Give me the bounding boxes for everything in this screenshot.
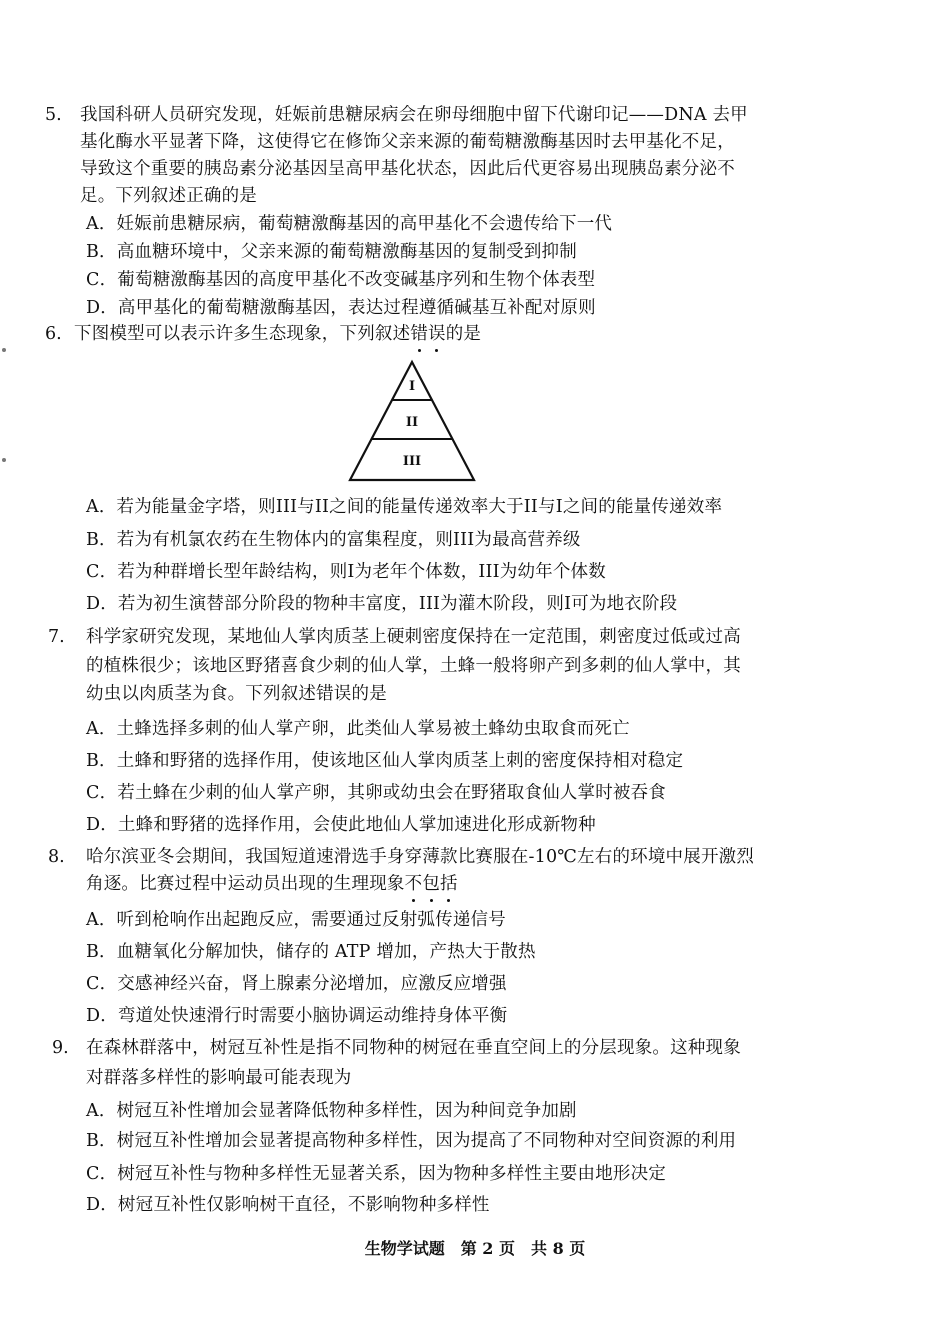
option-d: D．弯道处快速滑行时需要小脑协调运动维持身体平衡 — [86, 1006, 508, 1026]
emphasis-char: 错 — [410, 323, 428, 345]
stem-text: 的是 — [445, 324, 482, 344]
option-b: B．高血糖环境中，父亲来源的葡萄糖激酶基因的复制受到抑制 — [86, 242, 577, 262]
pyramid-level-2: II — [405, 415, 419, 430]
question-number: 9. — [52, 1038, 69, 1058]
option-c: C．交感神经兴奋，肾上腺素分泌增加，应激反应增强 — [86, 974, 507, 994]
emphasis-char: 包 — [422, 873, 440, 895]
option-b: B．土蜂和野猪的选择作用，使该地区仙人掌肉质茎上刺的密度保持相对稳定 — [86, 751, 684, 771]
stem-text: 角逐。比赛过程中运动员出现的生理现象 — [86, 874, 405, 894]
option-a: A．土蜂选择多刺的仙人掌产卵，此类仙人掌易被土蜂幼虫取食而死亡 — [86, 719, 630, 739]
question-stem-line — [74, 323, 481, 345]
question-stem-line — [86, 873, 458, 895]
option-b: B．血糖氧化分解加快，储存的 ATP 增加，产热大于散热 — [86, 942, 536, 962]
option-d: D．树冠互补性仅影响树干直径，不影响物种多样性 — [86, 1195, 490, 1215]
scan-speck — [2, 348, 6, 352]
question-stem-line: 在森林群落中，树冠互补性是指不同物种的树冠在垂直空间上的分层现象。这种现象 — [86, 1038, 741, 1058]
emphasis-char: 括 — [440, 873, 458, 895]
question-stem-line: 基化酶水平显著下降，这使得它在修饰父亲来源的葡萄糖激酶基因时去甲基化不足， — [80, 132, 735, 152]
question-stem-line: 导致这个重要的胰岛素分泌基因呈高甲基化状态，因此后代更容易出现胰岛素分泌不 — [80, 159, 735, 179]
emphasis-char: 不 — [405, 873, 423, 895]
pyramid-svg — [348, 360, 476, 482]
option-a: A．树冠互补性增加会显著降低物种多样性，因为种间竞争加剧 — [86, 1101, 577, 1121]
emphasis-char: 误 — [428, 323, 446, 345]
question-number: 6. — [45, 324, 62, 344]
page-footer: 生物学试题 第 2 页 共 8 页 — [364, 1239, 586, 1258]
option-a: A．若为能量金字塔，则III与II之间的能量传递效率大于II与I之间的能量传递效率 — [86, 497, 723, 517]
question-stem-line: 我国科研人员研究发现，妊娠前患糖尿病会在卵母细胞中留下代谢印记——DNA 去甲 — [80, 105, 748, 125]
question-stem-line: 足。下列叙述正确的是 — [80, 186, 257, 206]
question-number: 5. — [45, 105, 62, 125]
question-stem-line: 对群落多样性的影响最可能表现为 — [86, 1068, 352, 1088]
question-stem-line: 幼虫以肉质茎为食。下列叙述错误的是 — [86, 684, 387, 704]
question-stem-line: 科学家研究发现，某地仙人掌肉质茎上硬刺密度保持在一定范围，刺密度过低或过高 — [86, 627, 741, 647]
pyramid-level-1: I — [408, 379, 416, 394]
scan-speck — [2, 458, 6, 462]
pyramid-level-3: III — [402, 454, 422, 469]
question-number: 8. — [48, 847, 65, 867]
option-d: D．若为初生演替部分阶段的物种丰富度，III为灌木阶段，则I可为地衣阶段 — [86, 594, 678, 614]
question-number: 7. — [48, 627, 65, 647]
option-a: A．妊娠前患糖尿病，葡萄糖激酶基因的高甲基化不会遗传给下一代 — [86, 214, 613, 234]
option-d: D．土蜂和野猪的选择作用，会使此地仙人掌加速进化形成新物种 — [86, 815, 596, 835]
question-stem-line: 的植株很少；该地区野猪喜食少刺的仙人掌，土蜂一般将卵产到多刺的仙人掌中，其 — [86, 656, 741, 676]
option-d: D．高甲基化的葡萄糖激酶基因，表达过程遵循碱基互补配对原则 — [86, 298, 596, 318]
option-c: C．若为种群增长型年龄结构，则I为老年个体数，III为幼年个体数 — [86, 562, 606, 582]
question-stem-line: 哈尔滨亚冬会期间，我国短道速滑选手身穿薄款比赛服在-10℃左右的环境中展开激烈 — [86, 847, 755, 867]
option-c: C．树冠互补性与物种多样性无显著关系，因为物种多样性主要由地形决定 — [86, 1164, 666, 1184]
stem-text: 下图模型可以表示许多生态现象，下列叙述 — [74, 324, 411, 344]
option-b: B．树冠互补性增加会显著提高物种多样性，因为提高了不同物种对空间资源的利用 — [86, 1131, 737, 1151]
pyramid-diagram — [348, 360, 476, 482]
option-b: B．若为有机氯农药在生物体内的富集程度，则III为最高营养级 — [86, 530, 581, 550]
option-a: A．听到枪响作出起跑反应，需要通过反射弧传递信号 — [86, 910, 506, 930]
option-c: C．葡萄糖激酶基因的高度甲基化不改变碱基序列和生物个体表型 — [86, 270, 596, 290]
option-c: C．若土蜂在少刺的仙人掌产卵，其卵或幼虫会在野猪取食仙人掌时被吞食 — [86, 783, 666, 803]
